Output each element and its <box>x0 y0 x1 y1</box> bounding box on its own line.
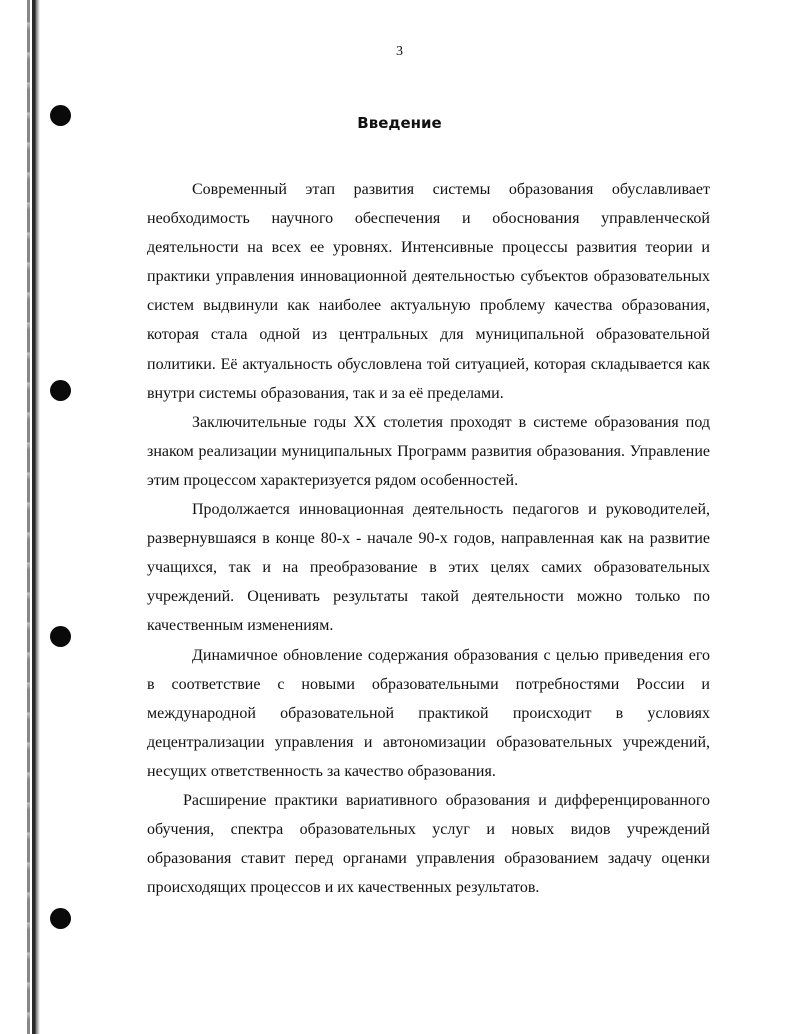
page-title: Введение <box>357 114 442 132</box>
punch-hole <box>50 626 71 647</box>
paragraph: Расширение практики вариативного образования и дифференцированного обучения, спектра образовательных услуг и новых видов учреждений образования ставит перед органами управления образованием задачу оценки происходящих процессов и их качественных результатов. <box>147 791 710 897</box>
paragraph: Продолжается инновационная деятельность педагогов и руководителей, развернувшаяся в конце 80-х - начале 90-х годов, направленная как на развитие учащихся, так и на преобразование в этих целях самих образовательных учреждений. Оценивать результаты такой деятельности можно только по качественным изменениям. <box>147 501 710 635</box>
scan-edge <box>32 0 40 1034</box>
paragraph: Динамичное обновление содержания образования с целью приведения его в соответствие с новыми образовательными потребностями России и международной образовательной практикой происходит в условиях децентрализации управления и автономизации образовательных учреждений, несущих ответственность за качество образования. <box>147 646 710 780</box>
paragraph: Современный этап развития системы образования обуславливает необходимость научного обеспечения и обоснования управленческой деятельности на всех ее уровнях. Интенсивные процессы развития теории и практики управления инновационной деятельностью субъектов образовательных систем выдвинули как наиболее актуальную проблему качества образования, которая стала одной из центральных для муниципальной образовательной политики. Её актуальность обусловлена той ситуацией, которая складывается как внутри системы образования, так и за её пределами. <box>147 181 710 402</box>
page-number: 3 <box>396 44 403 59</box>
punch-hole <box>50 908 71 929</box>
document-body <box>147 175 710 902</box>
paragraph: Заключительные годы XX столетия проходят в системе образования под знаком реализации муниципальных Программ развития образования. Управление этим процессом характеризуется рядом особенностей. <box>147 413 710 489</box>
scan-edge-shadow <box>27 0 30 1034</box>
punch-hole <box>50 380 71 401</box>
